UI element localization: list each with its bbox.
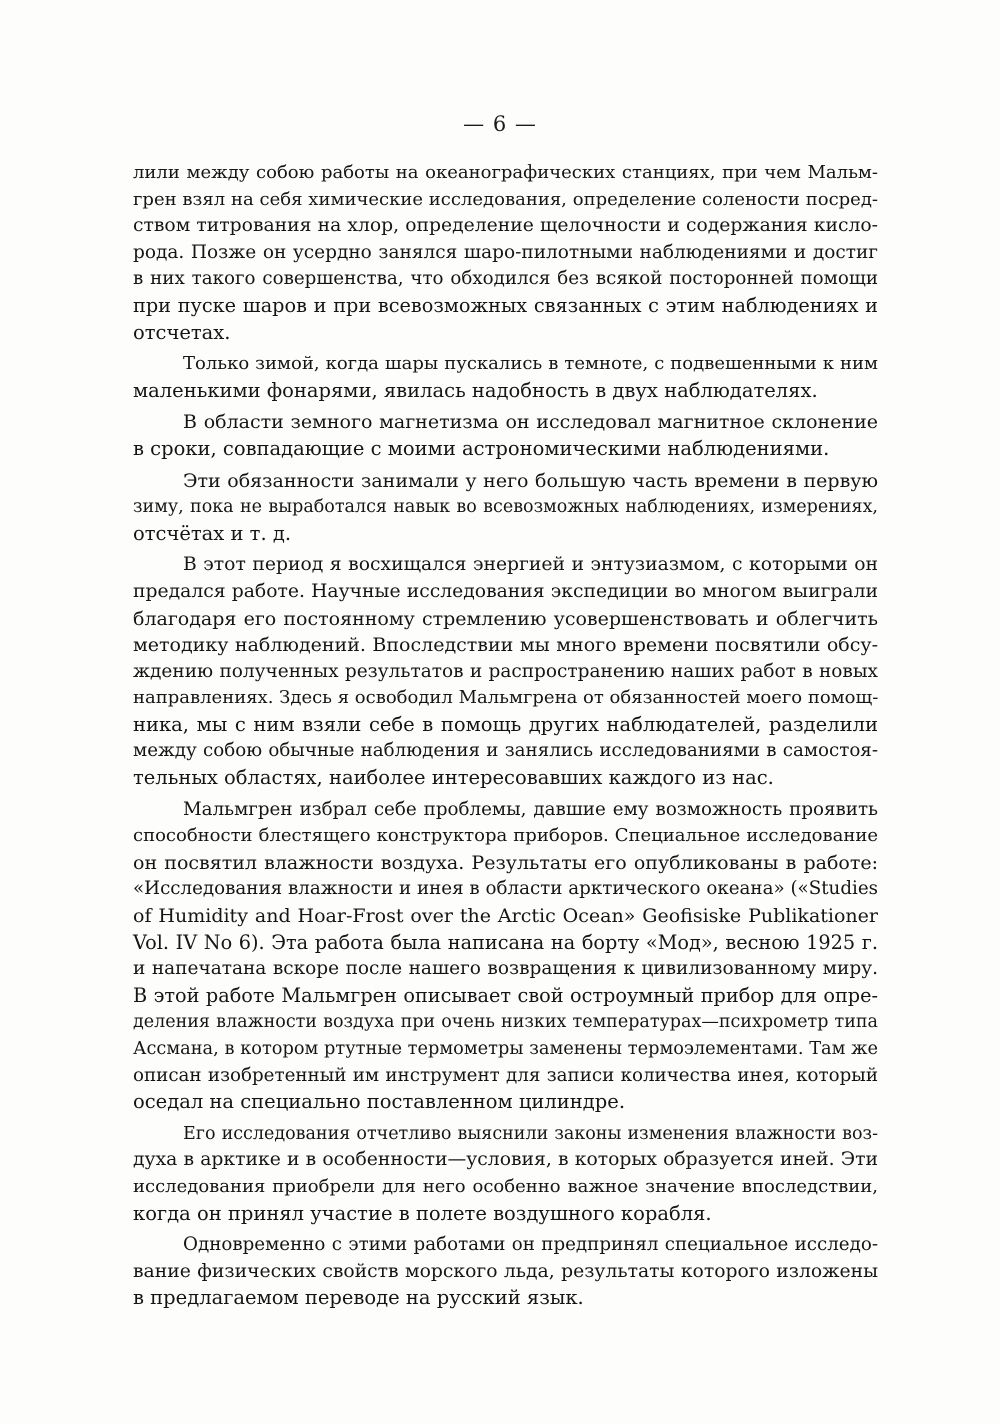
text-line: направлениях. Здесь я освободил Мальмгрена от обязанностей моего помощ- xyxy=(133,687,879,709)
paragraph xyxy=(133,351,878,404)
text-line: Vol. IV No 6). Эта работа была написана на борту «Мод», весною 1925 г. xyxy=(133,930,878,954)
paragraph xyxy=(133,160,878,346)
text-line: В этой работе Мальмгрен описывает свой остроумный прибор для опре- xyxy=(133,983,878,1007)
text-line: ника, мы с ним взяли себе в помощь других наблюдателей, разделили xyxy=(133,712,878,736)
text-line: в них такого совершенства, что обходился без всякой посторонней помощи xyxy=(133,268,878,290)
body-text xyxy=(133,160,878,1312)
text-line: и напечатана вскоре после нашего возвращения к цивилизованному миру. xyxy=(133,958,878,980)
text-line: методику наблюдений. Впоследствии мы много времени посвятили обсу- xyxy=(133,634,878,657)
text-line: вание физических свойств морского льда, результаты которого изложены xyxy=(133,1260,878,1282)
text-line: он посвятил влажности воздуха. Результаты его опубликованы в работе: xyxy=(133,851,878,874)
text-line: тельных областях, наиболее интересовавших каждого из нас. xyxy=(133,766,774,790)
text-line: в предлагаемом переводе на русский язык. xyxy=(133,1286,584,1310)
text-line: деления влажности воздуха при очень низких температурах—психрометр типа xyxy=(133,1012,878,1033)
text-line: отсчетах. xyxy=(133,320,231,344)
text-line: между собою обычные наблюдения и занялись исследованиями в самостоя- xyxy=(133,740,878,762)
text-line: оседал на специально поставленном цилиндре. xyxy=(133,1090,626,1114)
text-line: зиму, пока не выработался навык во всевозможных наблюдениях, измерениях, xyxy=(133,497,878,518)
text-line: рода. Позже он усердно занялся шаро-пилотными наблюдениями и достиг xyxy=(133,241,878,263)
text-line: грен взял на себя химические исследования, определение солености посред- xyxy=(133,188,878,210)
text-line: Только зимой, когда шары пускались в темноте, с подвешенными к ним xyxy=(183,353,878,375)
page-number: — 6 — xyxy=(463,112,537,136)
paragraph xyxy=(133,468,878,548)
paragraph xyxy=(133,1121,878,1227)
text-line: описан изобретенный им инструмент для записи количества инея, который xyxy=(133,1064,878,1086)
text-line: способности блестящего конструктора приборов. Специальное исследование xyxy=(133,825,878,847)
text-line: «Исследования влажности и инея в области арктического океана» («Studies xyxy=(133,878,878,900)
text-line: лили между собою работы на океанографических станциях, при чем Мальм- xyxy=(133,162,878,183)
text-line: исследования приобрели для него особенно важное значение впоследствии, xyxy=(133,1175,878,1197)
text-line: Его исследования отчетливо выяснили законы изменения влажности воз- xyxy=(183,1123,878,1144)
paragraph xyxy=(133,1232,878,1312)
text-line: предался работе. Научные исследования экспедиции во многом выиграли xyxy=(133,580,878,602)
paragraph xyxy=(133,409,878,462)
text-line: отсчётах и т. д. xyxy=(133,521,292,545)
text-line: маленькими фонарями, явилась надобность в двух наблюдателях. xyxy=(133,378,818,402)
text-line: при пуске шаров и при всевозможных связанных с этим наблюдениях и xyxy=(133,293,878,317)
text-line: Одновременно с этими работами он предпринял специальное исследо- xyxy=(183,1234,878,1256)
text-line: ждению полученных результатов и распространению наших работ в новых xyxy=(133,660,878,682)
text-line: Ассмана, в котором ртутные термометры заменены термоэлементами. Там же xyxy=(133,1039,878,1059)
text-line: of Humidity and Hoar-Frost over the Arctic Ocean» Geofisiske Publikationer xyxy=(133,905,878,928)
text-line: ством титрования на хлор, определение щелочности и содержания кисло- xyxy=(133,215,878,237)
text-line: духа в арктике и в особенности—условия, в которых образуется иней. Эти xyxy=(133,1149,878,1171)
text-line: Мальмгрен избрал себе проблемы, давшие ему возможность проявить xyxy=(183,798,878,820)
text-line: В этот период я восхищался энергией и энтузиазмом, с которыми он xyxy=(183,554,878,576)
paragraph xyxy=(133,552,878,791)
text-line: в сроки, совпадающие с моими астрономическими наблюдениями. xyxy=(133,436,830,460)
paragraph xyxy=(133,797,878,1116)
text-line: Эти обязанности занимали у него большую часть времени в первую xyxy=(183,469,878,492)
text-line: когда он принял участие в полете воздушного корабля. xyxy=(133,1201,712,1225)
text-line: благодаря его постоянному стремлению усовершенствовать и облегчить xyxy=(133,607,878,630)
text-line: В области земного магнетизма он исследовал магнитное склонение xyxy=(183,411,878,434)
